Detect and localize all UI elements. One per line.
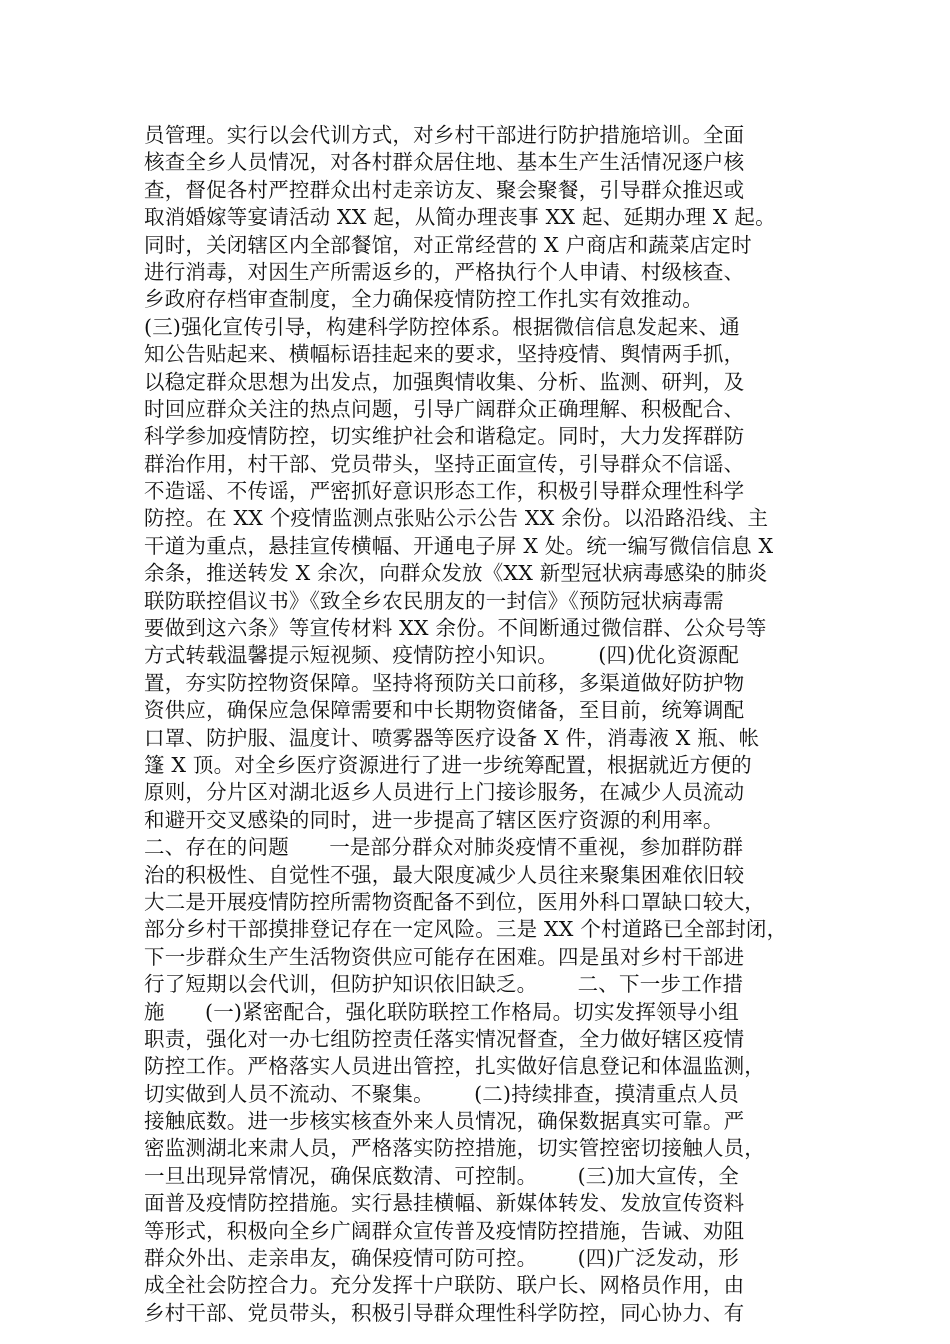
- text-line: 乡政府存档审查制度，全力确保疫情防控工作扎实有效推动。: [144, 287, 703, 312]
- text-line: 群众外出、走亲串友，确保疫情可防可控。 (四)广泛发动，形: [144, 1246, 739, 1271]
- text-line: 二、存在的问题 一是部分群众对肺炎疫情不重视，参加群防群: [144, 835, 744, 860]
- text-line: (三)强化宣传引导，构建科学防控体系。根据微信信息发起来、通: [144, 314, 740, 339]
- text-line: 防控工作。严格落实人员进出管控，扎实做好信息登记和体温监测，: [144, 1054, 765, 1079]
- text-line: 余条，推送转发 X 余次，向群众发放《XX 新型冠状病毒感染的肺炎: [144, 561, 768, 586]
- text-line: 口罩、防护服、温度计、喷雾器等医疗设备 X 件，消毒液 X 瓶、帐: [144, 725, 760, 750]
- text-line: 篷 X 顶。对全乡医疗资源进行了进一步统筹配置，根据就近方便的: [144, 752, 752, 777]
- text-line: 乡村干部、党员带头，积极引导群众理性科学防控，同心协力、有: [144, 1300, 745, 1325]
- text-line: 面普及疫情防控措施。实行悬挂横幅、新媒体转发、发放宣传资料: [144, 1191, 745, 1216]
- text-line: 知公告贴起来、横幅标语挂起来的要求，坚持疫情、舆情两手抓，: [144, 342, 745, 367]
- text-line: 员管理。实行以会代训方式，对乡村干部进行防护措施培训。全面: [144, 123, 745, 147]
- text-line: 下一步群众生产生活物资供应可能存在困难。四是虽对乡村干部进: [144, 944, 745, 969]
- text-line: 科学参加疫情防控，切实维护社会和谐稳定。同时，大力发挥群防: [144, 424, 745, 449]
- text-line: 切实做到人员不流动、不聚集。 (二)持续排查，摸清重点人员: [144, 1081, 739, 1106]
- text-line: 同时，关闭辖区内全部餐馆，对正常经营的 X 户商店和蔬菜店定时: [144, 232, 752, 257]
- text-line: 接触底数。进一步核实核查外来人员情况，确保数据真实可靠。严: [144, 1109, 745, 1134]
- text-line: 成全社会防控合力。充分发挥十户联防、联户长、网格员作用，由: [144, 1273, 745, 1298]
- text-line: 行了短期以会代训，但防护知识依旧缺乏。 二、下一步工作措: [144, 972, 744, 997]
- text-line: 和避开交叉感染的同时，进一步提高了辖区医疗资源的利用率。: [144, 807, 724, 832]
- text-line: 不造谣、不传谣，严密抓好意识形态工作，积极引导群众理性科学: [144, 479, 745, 504]
- text-line: 一旦出现异常情况，确保底数清、可控制。 (三)加大宣传，全: [144, 1163, 739, 1188]
- text-line: 群治作用，村干部、党员带头，坚持正面宣传，引导群众不信谣、: [144, 451, 745, 476]
- text-line: 时回应群众关注的热点问题，引导广阔群众正确理解、积极配合、: [144, 396, 745, 421]
- text-line: 以稳定群众思想为出发点，加强舆情收集、分析、监测、研判，及: [144, 369, 745, 394]
- text-line: 干道为重点，悬挂宣传横幅、开通电子屏 X 处。统一编写微信信息 X: [144, 533, 774, 558]
- text-line: 部分乡村干部摸排登记存在一定风险。三是 XX 个村道路已全部封闭，: [144, 917, 788, 942]
- text-line: 防控。在 XX 个疫情监测点张贴公示公告 XX 余份。以沿路沿线、主: [144, 506, 769, 531]
- text-line: 取消婚嫁等宴请活动 XX 起，从简办理丧事 XX 起、延期办理 X 起。: [144, 205, 776, 230]
- text-line: 治的积极性、自觉性不强，最大限度减少人员往来聚集困难依旧较: [144, 862, 745, 887]
- text-line: 原则，分片区对湖北返乡人员进行上门接诊服务，在减少人员流动: [144, 780, 745, 805]
- text-line: 要做到这六条》等宣传材料 XX 余份。不间断通过微信群、公众号等: [144, 616, 767, 641]
- text-line: 查，督促各村严控群众出村走亲访友、聚会聚餐，引导群众推迟或: [144, 177, 745, 202]
- text-line: 施 (一)紧密配合，强化联防联控工作格局。切实发挥领导小组: [144, 999, 739, 1024]
- body-text: [144, 122, 814, 1327]
- text-line: 联防联控倡议书》《致全乡农民朋友的一封信》《预防冠状病毒需: [144, 588, 724, 613]
- text-line: 职责，强化对一办七组防控责任落实情况督查，全力做好辖区疫情: [144, 1026, 745, 1051]
- text-line: 进行消毒，对因生产所需返乡的，严格执行个人申请、村级核查、: [144, 259, 745, 284]
- text-line: 资供应，确保应急保障需要和中长期物资储备，至目前，统筹调配: [144, 698, 745, 723]
- text-line: 方式转载温馨提示短视频、疫情防控小知识。 (四)优化资源配: [144, 643, 739, 668]
- text-line: 密监测湖北来肃人员，严格落实防控措施，切实管控密切接触人员，: [144, 1136, 765, 1161]
- text-line: 等形式，积极向全乡广阔群众宣传普及疫情防控措施，告诫、劝阻: [144, 1218, 745, 1243]
- text-line: 置，夯实防控物资保障。坚持将预防关口前移，多渠道做好防护物: [144, 670, 745, 695]
- text-line: 大二是开展疫情防控所需物资配备不到位，医用外科口罩缺口较大，: [144, 889, 765, 914]
- text-line: 核查全乡人员情况，对各村群众居住地、基本生产生活情况逐户核: [144, 150, 745, 175]
